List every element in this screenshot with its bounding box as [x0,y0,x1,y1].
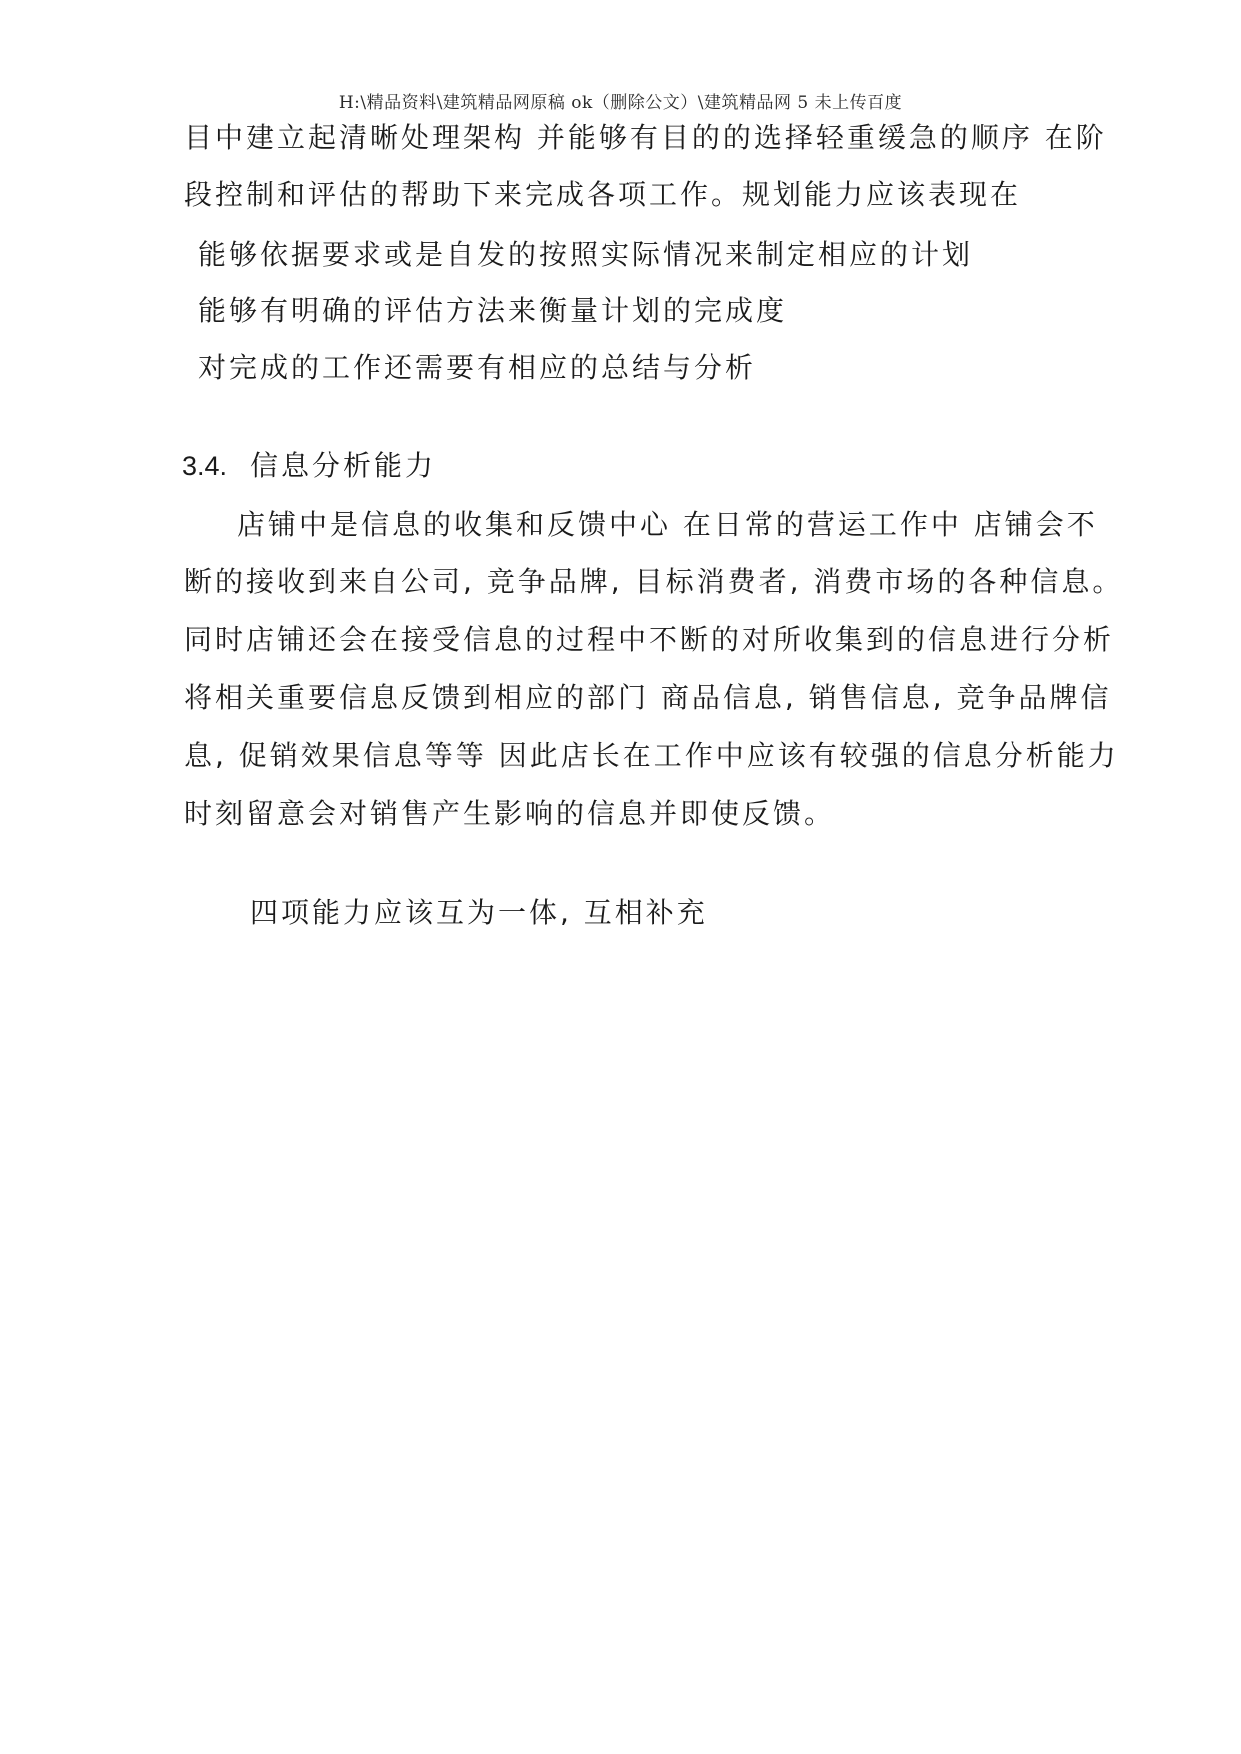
paragraph-line: 同时店铺还会在接受信息的过程中不断的对所收集到的信息进行分析 [184,623,1115,656]
bullet-item: 对完成的工作还需要有相应的总结与分析 [198,351,757,384]
closing-line: 四项能力应该互为一体, 互相补充 [250,896,708,929]
bullet-item: 能够有明确的评估方法来衡量计划的完成度 [198,294,788,327]
paragraph-line: 店铺中是信息的收集和反馈中心 在日常的营运工作中 店铺会不 [237,508,1098,541]
file-path-header: H:\精品资料\建筑精品网原稿 ok（删除公文）\建筑精品网 5 未上传百度 [338,93,903,113]
section-title: 信息分析能力 [250,449,437,482]
bullet-item: 能够依据要求或是自发的按照实际情况来制定相应的计划 [198,238,974,271]
paragraph-line: 息, 促销效果信息等等 因此店长在工作中应该有较强的信息分析能力 [184,739,1119,772]
paragraph-line: 将相关重要信息反馈到相应的部门 商品信息, 销售信息, 竞争品牌信 [184,681,1112,714]
section-number: 3.4. [182,451,228,481]
intro-line-2: 段控制和评估的帮助下来完成各项工作。规划能力应该表现在 [184,178,1022,211]
intro-line-1: 目中建立起清晰处理架构 并能够有目的的选择轻重缓急的顺序 在阶 [184,121,1107,154]
paragraph-line: 断的接收到来自公司, 竞争品牌, 目标消费者, 消费市场的各种信息。 [184,565,1124,598]
paragraph-line: 时刻留意会对销售产生影响的信息并即使反馈。 [184,797,836,830]
